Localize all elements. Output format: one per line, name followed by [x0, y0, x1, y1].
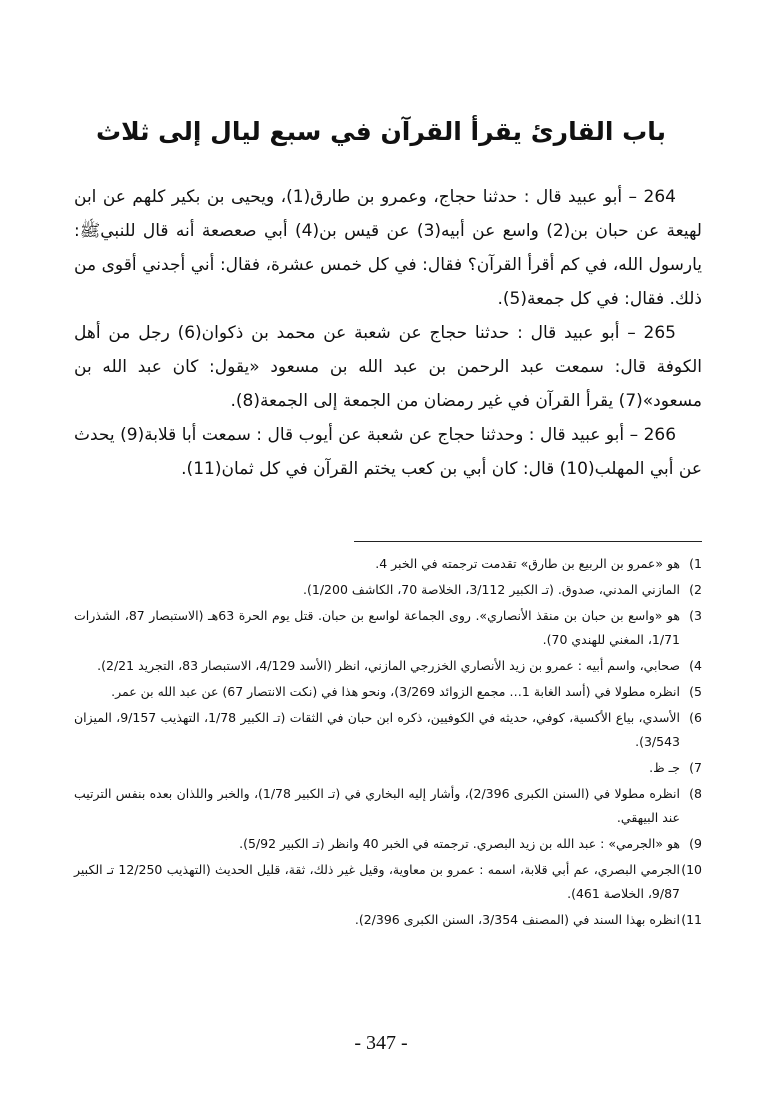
- footnotes-list: [74, 552, 702, 934]
- footnote-text: هو «عمرو بن الربيع بن طارق» تقدمت ترجمته في الخبر 4.: [375, 556, 680, 571]
- footnote-text: الأسدي، بياع الأكسية، كوفي، حديثه في الكوفيين، ذكره ابن حبان في الثقات (تـ الكبير 1/78، التهذيب 9/157، الميزان 3/543).: [74, 710, 680, 749]
- footnote-number: 11): [681, 912, 702, 927]
- footnote-number: 4): [689, 658, 702, 673]
- footnote-text: المازني المدني، صدوق. (تـ الكبير 3/112، الخلاصة 70، الكاشف 1/200).: [303, 582, 680, 597]
- footnote-number: 9): [689, 836, 702, 851]
- footnote: [74, 680, 702, 704]
- footnote: [74, 654, 702, 678]
- page-number: - 347 -: [354, 1032, 408, 1054]
- footnote: [74, 604, 702, 652]
- footnote: [74, 756, 702, 780]
- chapter-title: باب القارئ يقرأ القرآن في سبع ليال إلى ثلاث: [95, 117, 667, 146]
- footnote-text: انظره مطولا في (السنن الكبرى 2/396)، وأشار إليه البخاري في (تـ الكبير 1/78)، والخبر واللذان بعده بنفس الترتيب عند البيهقي.: [74, 786, 680, 825]
- footnote-separator: [354, 541, 702, 542]
- footnote-text: انظره بهذا السند في (المصنف 3/354، السنن الكبرى 2/396).: [354, 912, 680, 927]
- footnote-text: صحابي، واسم أبيه : عمرو بن زيد الأنصاري الخزرجي المازني، انظر (الأسد 4/129، الاستبصار 83، التجريد 2/21).: [97, 658, 680, 673]
- footnote: [74, 832, 702, 856]
- footnote: [74, 552, 702, 576]
- footnote: [74, 858, 702, 906]
- footnote-number: 6): [689, 710, 702, 725]
- footnote-number: 2): [689, 582, 702, 597]
- footnote: [74, 706, 702, 754]
- footnote-number: 7): [689, 760, 702, 775]
- hadith-paragraph-265: 265 – أبو عبيد قال : حدثنا حجاج عن شعبة عن محمد بن ذكوان(6) رجل من أهل الكوفة قال: سمعت عبد الرحمن بن عبد الله بن مسعود «يقول: كان عبد الله بن مسعود»(7) يقرأ القرآن في غير رمضان من الجمعة إلى الجمعة(8).: [74, 323, 702, 411]
- footnote: [74, 908, 702, 932]
- footnote-number: 10): [681, 862, 702, 877]
- footnote-text: هو «واسع بن حبان بن منقذ الأنصاري». روى الجماعة لواسع بن حبان. قتل يوم الحرة 63هـ (الاستبصار 87، الشذرات 1/71، المغني للهندي 70).: [74, 608, 681, 647]
- footnote: [74, 782, 702, 830]
- footnote: [74, 578, 702, 602]
- main-text: [74, 180, 702, 486]
- footnote-number: 1): [689, 556, 702, 571]
- hadith-paragraph-266: 266 – أبو عبيد قال : وحدثنا حجاج عن شعبة عن أيوب قال : سمعت أبا قلابة(9) يحدث عن أبي المهلب(10) قال: كان أبي بن كعب يختم القرآن في كل ثمان(11).: [74, 425, 702, 479]
- footnote-text: انظره مطولا في (أسد الغابة 1… مجمع الزوائد 3/269)، ونحو هذا في (نكت الانتصار 67) عن عبد الله بن عمر.: [111, 684, 680, 699]
- footnote-text: جـ ظ.: [649, 760, 680, 775]
- footnote-text: هو «الجرمي» : عبد الله بن زيد البصري. ترجمته في الخبر 40 وانظر (تـ الكبير 5/92).: [239, 836, 680, 851]
- footnote-text: الجرمي البصري، عم أبي قلابة، اسمه : عمرو بن معاوية، وقيل غير ذلك، ثقة، قليل الحديث (التهذيب 12/250 تـ الكبير 9/87، الخلاصة 461).: [74, 862, 680, 901]
- hadith-paragraph-264: 264 – أبو عبيد قال : حدثنا حجاج، وعمرو بن طارق(1)، ويحيى بن بكير كلهم عن ابن لهيعة عن حبان بن(2) واسع عن أبيه(3) عن قيس بن(4) أبي صعصعة أنه قال للنبيﷺ: يارسول الله، في كم أقرأ القرآن؟ فقال: في كل خمس عشرة، فقال: أني أجدني أقوى من ذلك. فقال: في كل جمعة(5).: [74, 187, 702, 309]
- footnote-number: 5): [689, 684, 702, 699]
- footnote-number: 8): [689, 786, 702, 801]
- footnote-number: 3): [689, 608, 702, 623]
